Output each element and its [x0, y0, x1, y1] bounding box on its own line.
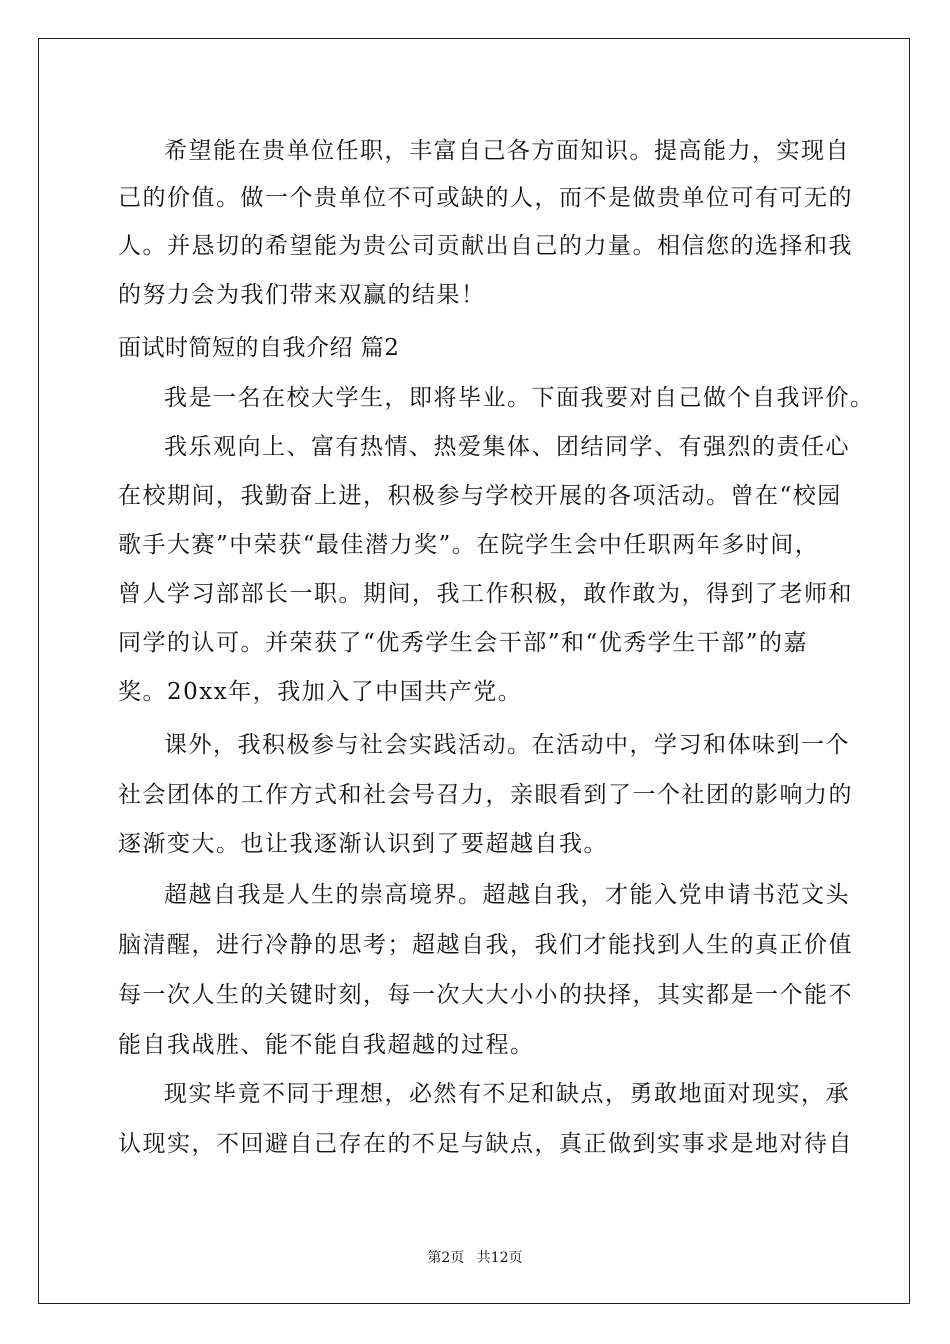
page-total: 共12页 — [476, 1250, 523, 1266]
text-line: 现实毕竟不同于理想，必然有不足和缺点，勇敢地面对现实，承 — [164, 1081, 850, 1107]
text-line: 歌手大赛”中荣获“最佳潜力奖”。在院学生会中任职两年多时间， — [118, 532, 820, 558]
page-footer — [0, 1248, 950, 1268]
text-line: 课外，我积极参与社会实践活动。在活动中，学习和体味到一个 — [164, 732, 850, 758]
text-line: 人。并恳切的希望能为贵公司贡献出自己的力量。相信您的选择和我 — [118, 233, 853, 259]
page-number: 第2页 — [427, 1250, 465, 1266]
text-line: 每一次人生的关键时刻，每一次大大小小的抉择，其实都是一个能不 — [118, 982, 853, 1008]
text-line: 希望能在贵单位任职，丰富自己各方面知识。提高能力，实现自 — [164, 138, 850, 164]
text-line: 社会团体的工作方式和社会号召力，亲眼看到了一个社团的影响力的 — [118, 782, 853, 808]
text-line: 的努力会为我们带来双赢的结果！ — [118, 282, 486, 308]
text-line: 曾人学习部部长一职。期间，我工作积极，敢作敢为，得到了老师和 — [118, 581, 853, 607]
text-line: 认现实，不回避自己存在的不足与缺点，真正做到实事求是地对待自 — [118, 1131, 853, 1157]
text-line: 我是一名在校大学生，即将毕业。下面我要对自己做个自我评价。 — [164, 385, 875, 411]
text-line: 逐渐变大。也让我逐渐认识到了要超越自我。 — [118, 831, 608, 857]
section-heading: 面试时简短的自我介绍 篇2 — [118, 335, 400, 361]
text-line: 奖。20xx年，我加入了中国共产党。 — [118, 679, 523, 705]
text-line: 能自我战胜、能不能自我超越的过程。 — [118, 1032, 535, 1058]
text-line: 超越自我是人生的崇高境界。超越自我，才能入党申请书范文头 — [164, 882, 850, 908]
text-line: 在校期间，我勤奋上进，积极参与学校开展的各项活动。曾在“校园 — [118, 483, 842, 509]
text-line: 同学的认可。并荣获了“优秀学生会干部”和“优秀学生干部”的嘉 — [118, 630, 809, 656]
text-line: 己的价值。做一个贵单位不可或缺的人，而不是做贵单位可有可无的 — [118, 185, 853, 211]
text-line: 我乐观向上、富有热情、热爱集体、团结同学、有强烈的责任心 — [164, 434, 850, 460]
text-line: 脑清醒，进行冷静的思考；超越自我，我们才能找到人生的真正价值 — [118, 932, 853, 958]
page-border — [38, 38, 910, 1304]
